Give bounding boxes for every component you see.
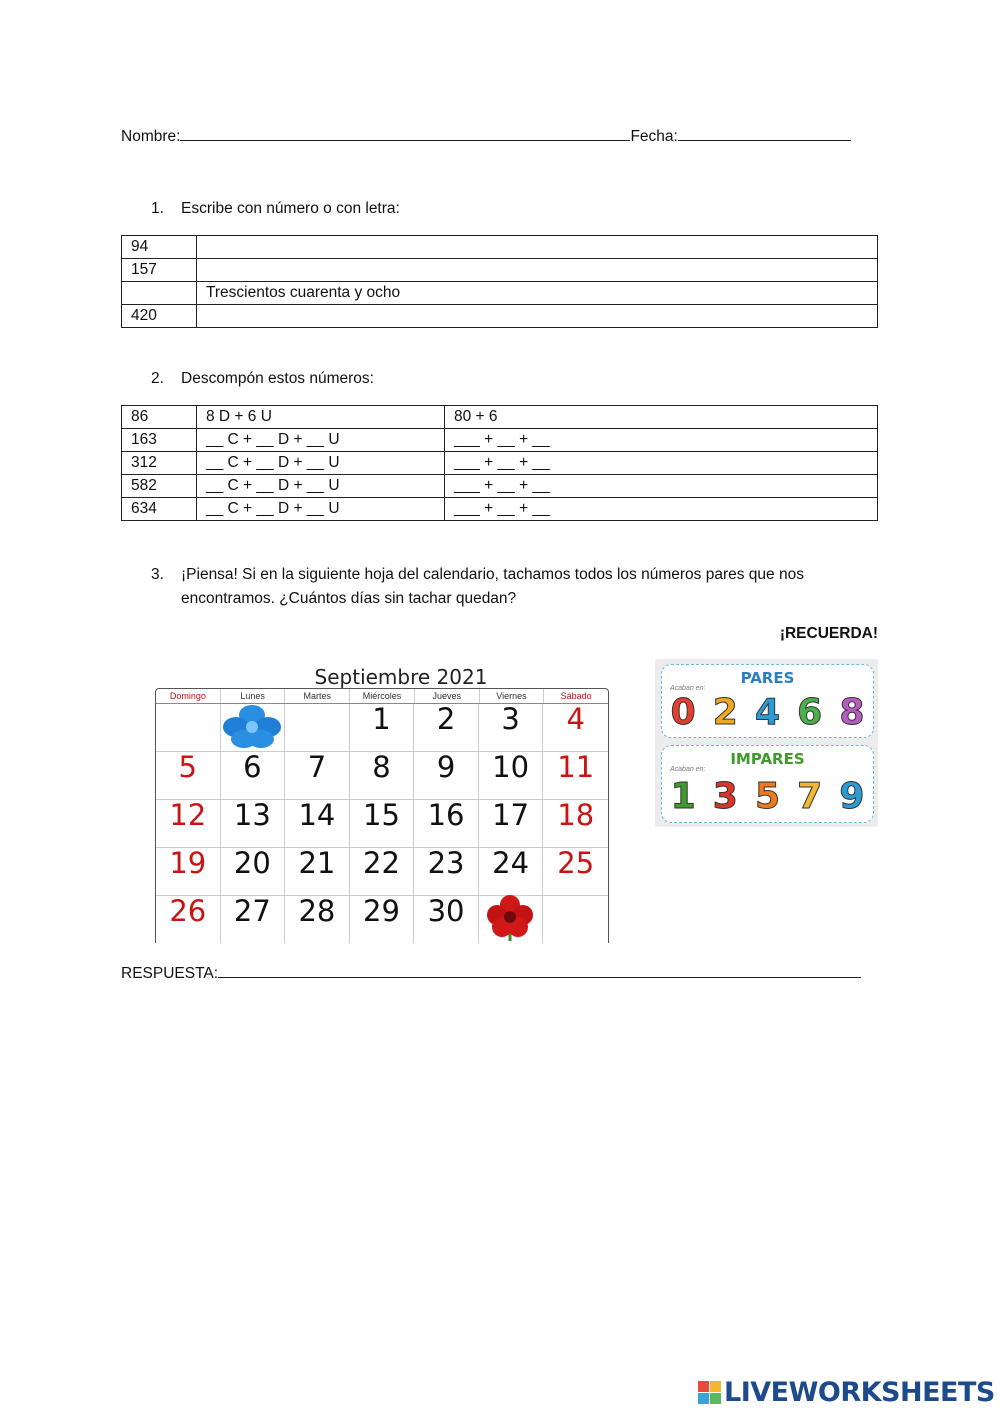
question-2-text: Descompón estos números:	[181, 370, 374, 387]
calendar-day: 29	[350, 896, 415, 943]
red-flower-icon	[485, 895, 535, 943]
q2-number-cell: 634	[122, 498, 197, 521]
q1-row	[122, 282, 878, 305]
calendar-day: 13	[221, 800, 286, 848]
q2-units-cell[interactable]: __ C + __ D + __ U	[197, 429, 445, 452]
calendar-day: 25	[543, 848, 608, 896]
name-line	[121, 124, 851, 146]
reminder-digit: 3	[712, 776, 738, 817]
reminder-digit: 2	[712, 692, 738, 733]
calendar-empty-cell	[543, 896, 608, 943]
calendar-empty-cell	[285, 704, 350, 752]
q2-number-cell: 86	[122, 406, 197, 429]
calendar-day: 8	[350, 752, 415, 800]
question-1	[151, 200, 400, 218]
calendar-day: 22	[350, 848, 415, 896]
q2-row	[122, 406, 878, 429]
q1-text-cell[interactable]	[197, 305, 878, 328]
q2-row	[122, 498, 878, 521]
q1-table	[121, 235, 878, 328]
reminder-digit: 9	[839, 776, 865, 817]
calendar-day: 2	[414, 704, 479, 752]
answer-line	[121, 961, 861, 983]
q1-text-cell: Trescientos cuarenta y ocho	[197, 282, 878, 305]
reminder-digit: 0	[670, 692, 696, 733]
reminder-digit: 4	[754, 692, 780, 733]
q2-number-cell: 163	[122, 429, 197, 452]
question-2-number: 2.	[151, 370, 164, 387]
calendar-empty-cell	[156, 704, 221, 752]
pares-title: PARES	[740, 669, 795, 687]
calendar-day: 6	[221, 752, 286, 800]
q1-number-cell: 94	[122, 236, 197, 259]
calendar-title: Septiembre 2021	[314, 665, 488, 689]
impares-panel	[661, 745, 874, 823]
liveworksheets-logo-text: LIVEWORKSHEETS	[724, 1377, 995, 1408]
question-3-line-2: encontramos. ¿Cuántos días sin tachar quedan?	[181, 590, 517, 607]
calendar-day: 30	[414, 896, 479, 943]
reminder-digit: 5	[754, 776, 780, 817]
calendar-day: 23	[414, 848, 479, 896]
q2-row	[122, 452, 878, 475]
reminder-digit: 7	[797, 776, 823, 817]
q2-number-cell: 582	[122, 475, 197, 498]
calendar-day: 28	[285, 896, 350, 943]
q1-number-cell[interactable]	[122, 282, 197, 305]
q2-units-cell[interactable]: __ C + __ D + __ U	[197, 498, 445, 521]
calendar-day: 18	[543, 800, 608, 848]
q1-row	[122, 259, 878, 282]
calendar-day: 7	[285, 752, 350, 800]
calendar-day: 4	[543, 704, 608, 752]
answer-label: RESPUESTA:	[121, 965, 219, 982]
blue-flower-icon	[222, 703, 282, 749]
calendar-day: 3	[479, 704, 544, 752]
calendar-day: 12	[156, 800, 221, 848]
calendar-day: 27	[221, 896, 286, 943]
weekday-label: Jueves	[415, 689, 480, 703]
q1-text-cell[interactable]	[197, 259, 878, 282]
impares-digits	[662, 776, 873, 817]
q2-sum-cell[interactable]: ___ + __ + __	[445, 498, 878, 521]
calendar-day: 1	[350, 704, 415, 752]
q1-number-cell: 157	[122, 259, 197, 282]
q1-row	[122, 236, 878, 259]
q2-sum-cell[interactable]: ___ + __ + __	[445, 475, 878, 498]
q1-row	[122, 305, 878, 328]
q2-table	[121, 405, 878, 521]
answer-field[interactable]	[218, 961, 861, 978]
q2-row	[122, 475, 878, 498]
weekday-label: Martes	[285, 689, 350, 703]
question-1-number: 1.	[151, 200, 164, 217]
calendar-day: 9	[414, 752, 479, 800]
question-1-text: Escribe con número o con letra:	[181, 200, 400, 217]
liveworksheets-logo	[698, 1377, 995, 1408]
question-3	[151, 563, 804, 607]
weekday-label: Viernes	[480, 689, 545, 703]
weekday-label: Sábado	[560, 691, 592, 701]
date-label: Fecha:	[630, 128, 678, 145]
calendar-day: 24	[479, 848, 544, 896]
calendar-day: 11	[543, 752, 608, 800]
reminder-digit: 8	[839, 692, 865, 733]
q2-sum-cell: 80 + 6	[445, 406, 878, 429]
q2-sum-cell[interactable]: ___ + __ + __	[445, 429, 878, 452]
pares-digits	[662, 692, 873, 733]
pares-subtitle: Acaban en:	[670, 685, 706, 692]
q1-text-cell[interactable]	[197, 236, 878, 259]
weekday-label: Miércoles	[350, 689, 415, 703]
weekday-label: Lunes	[221, 689, 286, 703]
recuerda-label: ¡RECUERDA!	[779, 625, 878, 642]
q2-units-cell: 8 D + 6 U	[197, 406, 445, 429]
calendar-day: 19	[156, 848, 221, 896]
q1-number-cell: 420	[122, 305, 197, 328]
liveworksheets-logo-icon	[698, 1381, 722, 1405]
q2-units-cell[interactable]: __ C + __ D + __ U	[197, 452, 445, 475]
reminder-digit: 6	[797, 692, 823, 733]
calendar-day: 20	[221, 848, 286, 896]
q2-number-cell: 312	[122, 452, 197, 475]
calendar-day: 16	[414, 800, 479, 848]
calendar-day: 17	[479, 800, 544, 848]
q2-row	[122, 429, 878, 452]
question-3-line-1: ¡Piensa! Si en la siguiente hoja del calendario, tachamos todos los números pares que nos	[181, 566, 804, 583]
impares-subtitle: Acaban en:	[670, 766, 706, 773]
name-label: Nombre:	[121, 128, 181, 145]
weekday-label: Domingo	[156, 689, 221, 703]
name-field[interactable]	[180, 124, 630, 141]
impares-title: IMPARES	[730, 750, 805, 768]
date-field[interactable]	[678, 124, 851, 141]
calendar-day: 14	[285, 800, 350, 848]
question-2	[151, 370, 374, 388]
calendar-day: 5	[156, 752, 221, 800]
q2-units-cell[interactable]: __ C + __ D + __ U	[197, 475, 445, 498]
calendar-day: 26	[156, 896, 221, 943]
reminder-digit: 1	[670, 776, 696, 817]
pares-panel	[661, 664, 874, 738]
calendar-day: 10	[479, 752, 544, 800]
question-3-number: 3.	[151, 566, 164, 583]
even-odd-reminder	[655, 659, 878, 827]
q2-sum-cell[interactable]: ___ + __ + __	[445, 452, 878, 475]
calendar-day: 21	[285, 848, 350, 896]
calendar-day: 15	[350, 800, 415, 848]
